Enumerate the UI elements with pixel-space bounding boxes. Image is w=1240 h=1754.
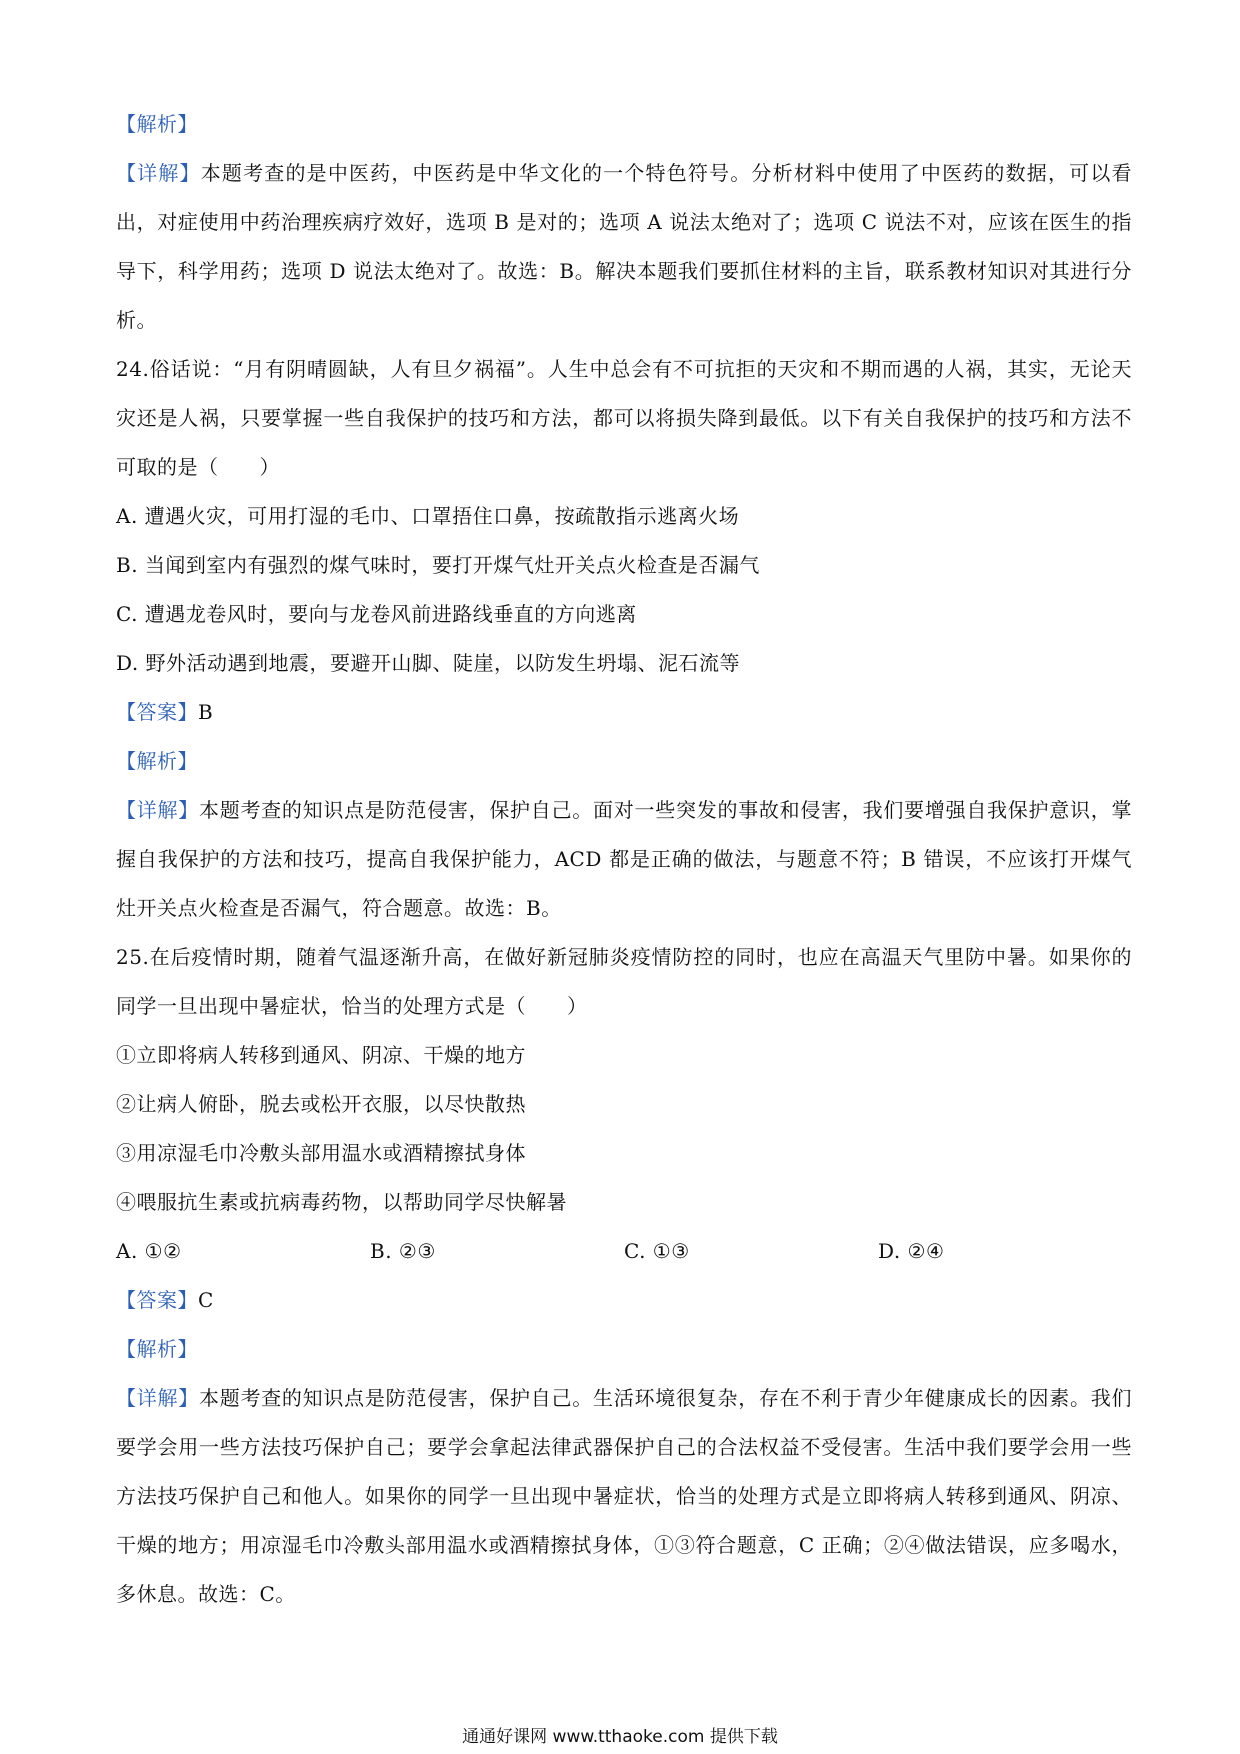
question-25-detail (116, 1374, 1132, 1619)
question-25-analysis (116, 1325, 1132, 1374)
answer-tag: 【答案】 (116, 1288, 198, 1312)
question-25-option-a: A. ①② (116, 1239, 182, 1263)
answer-value: C (198, 1288, 214, 1312)
detail-tag: 【详解】 (116, 1386, 199, 1410)
answer-value: B (198, 700, 214, 724)
detail-tag: 【详解】 (116, 798, 199, 822)
question-25-statement-3: ③用凉湿毛巾冷敷头部用温水或酒精擦拭身体 (116, 1141, 526, 1165)
question-25-stem: 25.在后疫情时期，随着气温逐渐升高，在做好新冠肺炎疫情防控的同时，也应在高温天气里防中暑。如果你的同学一旦出现中暑症状，恰当的处理方式是（ ） (116, 945, 1132, 1018)
analysis-tag: 【解析】 (116, 749, 198, 773)
detail-paragraph-prev (116, 149, 1132, 345)
document-body (116, 100, 1132, 1619)
question-24-option-c: C. 遭遇龙卷风时，要向与龙卷风前进路线垂直的方向逃离 (116, 602, 637, 626)
page-footer: 通通好课网 www.tthaoke.com 提供下载 (462, 1727, 778, 1747)
analysis-tag: 【解析】 (116, 1337, 198, 1361)
detail-text: 本题考查的知识点是防范侵害，保护自己。面对一些突发的事故和侵害，我们要增强自我保护意识，掌握自我保护的方法和技巧，提高自我保护能力，ACD 都是正确的做法，与题意不符；B 错误，不应该打开煤气灶开关点火检查是否漏气，符合题意。故选：B。 (116, 798, 1133, 920)
analysis-heading-prev (116, 100, 1132, 149)
question-25-statement-4: ④喂服抗生素或抗病毒药物，以帮助同学尽快解暑 (116, 1190, 567, 1214)
detail-text: 本题考查的是中医药，中医药是中华文化的一个特色符号。分析材料中使用了中医药的数据，可以看出，对症使用中药治理疾病疗效好，选项 B 是对的；选项 A 说法太绝对了；选项 C 说法不对，应该在医生的指导下，科学用药；选项 D 说法太绝对了。故选：B。解决本题我们要抓住材料的主旨，联系教材知识对其进行分析。 (116, 161, 1133, 332)
question-24-option-b: B. 当闻到室内有强烈的煤气味时，要打开煤气灶开关点火检查是否漏气 (116, 553, 760, 577)
question-25-option-d: D. ②④ (878, 1239, 945, 1263)
question-25-statement-1: ①立即将病人转移到通风、阴凉、干燥的地方 (116, 1043, 526, 1067)
question-24-option-d: D. 野外活动遇到地震，要避开山脚、陡崖，以防发生坍塌、泥石流等 (116, 651, 741, 675)
detail-text: 本题考查的知识点是防范侵害，保护自己。生活环境很复杂，存在不利于青少年健康成长的因素。我们要学会用一些方法技巧保护自己；要学会拿起法律武器保护自己的合法权益不受侵害。生活中我们要学会用一些方法技巧保护自己和他人。如果你的同学一旦出现中暑症状，恰当的处理方式是立即将病人转移到通风、阴凉、干燥的地方；用凉湿毛巾冷敷头部用温水或酒精擦拭身体，①③符合题意，C 正确；②④做法错误，应多喝水，多休息。故选：C。 (116, 1386, 1133, 1606)
question-24-analysis (116, 737, 1132, 786)
question-24-option-a: A. 遭遇火灾，可用打湿的毛巾、口罩捂住口鼻，按疏散指示逃离火场 (116, 504, 740, 528)
question-24-detail (116, 786, 1132, 933)
question-25-option-c: C. ①③ (624, 1239, 690, 1263)
analysis-tag: 【解析】 (116, 112, 198, 136)
question-25-statement-2: ②让病人俯卧，脱去或松开衣服，以尽快散热 (116, 1092, 526, 1116)
answer-tag: 【答案】 (116, 700, 198, 724)
detail-tag: 【详解】 (116, 161, 201, 185)
question-25-options (116, 1227, 1132, 1276)
question-24-answer (116, 688, 1132, 737)
question-25-answer (116, 1276, 1132, 1325)
question-25-option-b: B. ②③ (370, 1239, 436, 1263)
question-24-stem: 24.俗话说：“月有阴晴圆缺，人有旦夕祸福”。人生中总会有不可抗拒的天灾和不期而遇的人祸，其实，无论天灾还是人祸，只要掌握一些自我保护的技巧和方法，都可以将损失降到最低。以下有关自我保护的技巧和方法不可取的是（ ） (116, 357, 1132, 479)
